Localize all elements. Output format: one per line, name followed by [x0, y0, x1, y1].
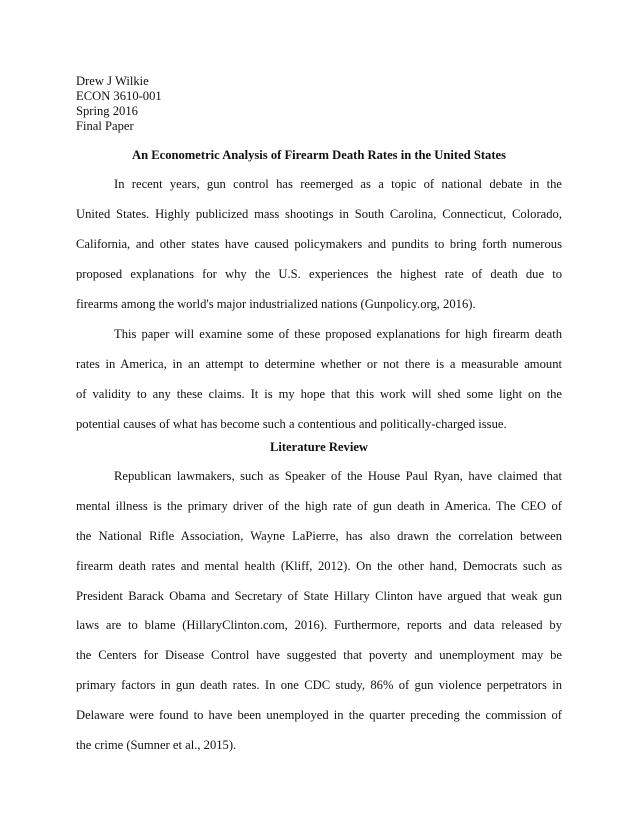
paragraph-line: mental illness is the primary driver of the high rate of gun death in America. The CEO of — [76, 498, 562, 513]
paragraph-line: United States. Highly publicized mass shootings in South Carolina, Connecticut, Colorado, — [76, 206, 562, 221]
paragraph-line: rates in America, in an attempt to determine whether or not there is a measurable amount — [76, 356, 562, 371]
paper-header — [76, 74, 162, 134]
paper-title: An Econometric Analysis of Firearm Death Rates in the United States — [131, 148, 507, 162]
term: Spring 2016 — [76, 104, 138, 118]
section-heading-literature-review: Literature Review — [269, 440, 369, 454]
intro-paragraph-2 — [76, 320, 562, 440]
literature-review-paragraph-1 — [76, 462, 562, 761]
intro-paragraph-1 — [76, 170, 562, 319]
paragraph-line: President Barack Obama and Secretary of State Hillary Clinton have argued that weak gun — [76, 588, 562, 603]
course-code: ECON 3610-001 — [76, 89, 162, 103]
paragraph-line: of validity to any these claims. It is my hope that this work will shed some light on the — [76, 386, 562, 401]
author-name: Drew J Wilkie — [76, 74, 149, 88]
paragraph-line: In recent years, gun control has reemerged as a topic of national debate in the — [114, 177, 562, 191]
paragraph-line: firearm death rates and mental health (Kliff, 2012). On the other hand, Democrats such as — [76, 558, 562, 573]
paragraph-line: firearms among the world's major industrialized nations (Gunpolicy.org, 2016). — [76, 296, 476, 311]
paragraph-line: the crime (Sumner et al., 2015). — [76, 738, 237, 753]
paragraph-line: This paper will examine some of these proposed explanations for high firearm death — [114, 327, 562, 341]
paragraph-line: California, and other states have caused policymakers and pundits to bring forth numerous — [76, 236, 562, 251]
document-type: Final Paper — [76, 119, 134, 133]
paragraph-line: potential causes of what has become such a contentious and politically-charged issue. — [76, 416, 507, 431]
paragraph-line: Republican lawmakers, such as Speaker of the House Paul Ryan, have claimed that — [114, 469, 562, 483]
paragraph-line: laws are to blame (HillaryClinton.com, 2016). Furthermore, reports and data released by — [76, 618, 562, 633]
paragraph-line: proposed explanations for why the U.S. experiences the highest rate of death due to — [76, 266, 562, 281]
paragraph-line: primary factors in gun death rates. In one CDC study, 86% of gun violence perpetrators in — [76, 678, 562, 693]
paragraph-line: the Centers for Disease Control have suggested that poverty and unemployment may be — [76, 648, 562, 663]
paragraph-line: Delaware were found to have been unemployed in the quarter preceding the commission of — [76, 708, 562, 723]
paragraph-line: the National Rifle Association, Wayne LaPierre, has also drawn the correlation between — [76, 528, 562, 543]
